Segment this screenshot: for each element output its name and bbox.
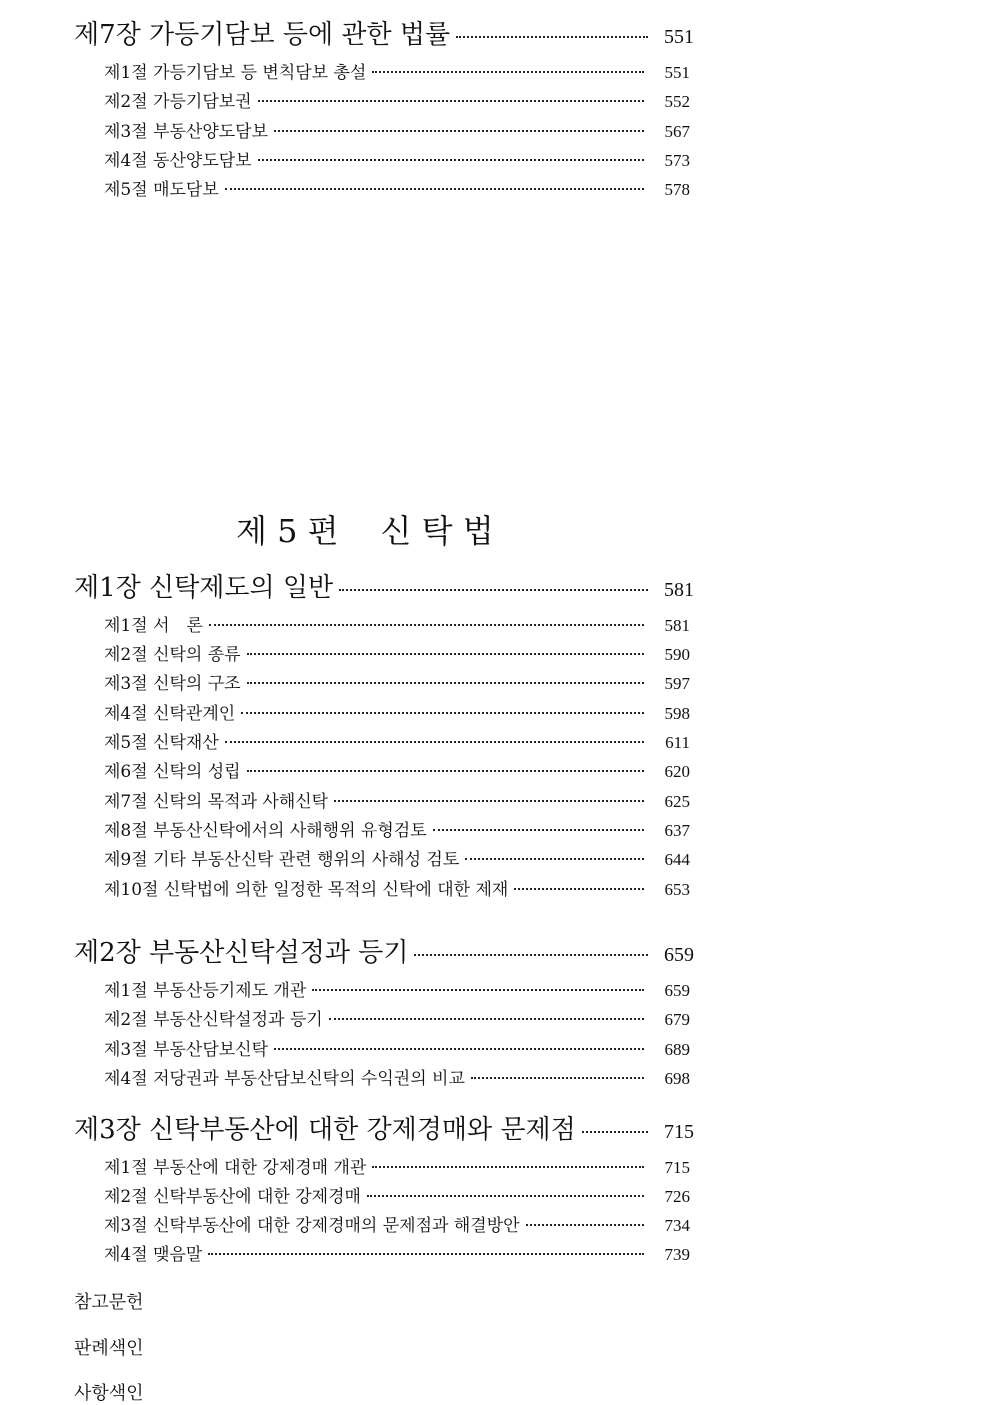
page-number: 552 <box>664 92 690 111</box>
chapter-title: 제2장 부동산신탁설정과 등기 <box>74 938 409 968</box>
section-title: 제2절 부동산신탁설정과 등기 <box>104 1010 323 1030</box>
dot-leader <box>514 888 644 890</box>
section-title: 제1절 서 론 <box>104 616 203 636</box>
toc-section[interactable] <box>104 1240 690 1265</box>
section-title: 제1절 가등기담보 등 변칙담보 총설 <box>104 63 367 83</box>
page-number: 715 <box>664 1158 690 1177</box>
section-title: 제1절 부동산등기제도 개관 <box>104 981 307 1001</box>
section-title: 제2절 신탁부동산에 대한 강제경매 <box>104 1187 361 1207</box>
dot-leader <box>334 800 644 802</box>
toc-section[interactable] <box>104 875 690 900</box>
chapter-title: 제1장 신탁제도의 일반 <box>74 573 334 603</box>
appendix-references[interactable]: 참고문헌 <box>74 1292 144 1313</box>
toc-section[interactable] <box>104 146 690 171</box>
page-number: 597 <box>664 674 690 693</box>
part-name: 신 탁 법 <box>380 512 494 550</box>
chapter-title: 제7장 가등기담보 등에 관한 법률 <box>74 20 451 50</box>
dot-leader <box>339 589 648 591</box>
section-title: 제3절 신탁부동산에 대한 강제경매의 문제점과 해결방안 <box>104 1216 520 1236</box>
section-title: 제4절 동산양도담보 <box>104 151 252 171</box>
section-title: 제3절 부동산양도담보 <box>104 122 269 142</box>
dot-leader <box>456 36 648 38</box>
page-number: 698 <box>664 1069 690 1088</box>
toc-section[interactable] <box>104 728 690 753</box>
section-title: 제4절 저당권과 부동산담보신탁의 수익권의 비교 <box>104 1069 465 1089</box>
appendix-subject-index[interactable]: 사항색인 <box>74 1383 144 1404</box>
page-number: 734 <box>664 1216 690 1235</box>
appendix-case-index[interactable]: 판례색인 <box>74 1338 144 1359</box>
toc-section[interactable] <box>104 117 690 142</box>
section-title: 제10절 신탁법에 의한 일정한 목적의 신탁에 대한 제재 <box>104 880 509 900</box>
page-number: 598 <box>664 704 690 723</box>
toc-section[interactable] <box>104 1211 690 1236</box>
dot-leader <box>526 1224 644 1226</box>
toc-section[interactable] <box>104 87 690 112</box>
page-number: 659 <box>664 944 694 966</box>
page-number: 551 <box>664 26 694 48</box>
toc-section[interactable] <box>104 640 690 665</box>
toc-section[interactable] <box>104 1182 690 1207</box>
dot-leader <box>258 159 644 161</box>
section-title: 제4절 맺음말 <box>104 1245 203 1265</box>
page-number: 581 <box>664 616 690 635</box>
toc-section[interactable] <box>104 816 690 841</box>
section-title: 제3절 부동산담보신탁 <box>104 1040 269 1060</box>
toc-section[interactable] <box>104 787 690 812</box>
dot-leader <box>433 829 644 831</box>
dot-leader <box>208 1253 644 1255</box>
toc-section[interactable] <box>104 845 690 870</box>
dot-leader <box>372 1166 644 1168</box>
dot-leader <box>329 1018 644 1020</box>
section-title: 제3절 신탁의 구조 <box>104 674 241 694</box>
page-number: 573 <box>664 151 690 170</box>
dot-leader <box>247 653 644 655</box>
page-number: 567 <box>664 122 690 141</box>
dot-leader <box>247 682 644 684</box>
page-number: 644 <box>664 850 690 869</box>
page-number: 715 <box>664 1121 694 1143</box>
page-number: 551 <box>664 63 690 82</box>
page-number: 578 <box>664 180 690 199</box>
dot-leader <box>471 1077 644 1079</box>
section-title: 제1절 부동산에 대한 강제경매 개관 <box>104 1158 367 1178</box>
toc-section[interactable] <box>104 175 690 200</box>
page-number: 590 <box>664 645 690 664</box>
section-title: 제2절 가등기담보권 <box>104 92 252 112</box>
section-title: 제2절 신탁의 종류 <box>104 645 241 665</box>
dot-leader <box>247 770 644 772</box>
section-title: 제5절 신탁재산 <box>104 733 219 753</box>
section-title: 제6절 신탁의 성립 <box>104 762 241 782</box>
dot-leader <box>209 624 644 626</box>
dot-leader <box>274 1048 644 1050</box>
dot-leader <box>414 954 648 956</box>
section-title: 제5절 매도담보 <box>104 180 219 200</box>
page-number: 620 <box>664 762 690 781</box>
toc-section[interactable] <box>104 611 690 636</box>
toc-section[interactable] <box>104 757 690 782</box>
dot-leader <box>582 1131 648 1133</box>
page-number: 689 <box>664 1040 690 1059</box>
toc-section[interactable] <box>104 58 690 83</box>
chapter-title: 제3장 신탁부동산에 대한 강제경매와 문제점 <box>74 1115 576 1145</box>
section-title: 제7절 신탁의 목적과 사해신탁 <box>104 792 329 812</box>
dot-leader <box>465 858 644 860</box>
part-title <box>236 506 494 552</box>
toc-chapter-1[interactable] <box>74 567 694 604</box>
toc-section[interactable] <box>104 976 690 1001</box>
toc-section[interactable] <box>104 699 690 724</box>
page-number: 739 <box>664 1245 690 1264</box>
page-number: 659 <box>664 981 690 1000</box>
page-number: 679 <box>664 1010 690 1029</box>
section-title: 제4절 신탁관계인 <box>104 704 236 724</box>
toc-section[interactable] <box>104 1064 690 1089</box>
part-number: 제 5 편 <box>236 512 339 550</box>
toc-chapter-3[interactable] <box>74 1109 694 1146</box>
toc-section[interactable] <box>104 1035 690 1060</box>
page-number: 726 <box>664 1187 690 1206</box>
page-number: 653 <box>664 880 690 899</box>
section-title: 제8절 부동산신탁에서의 사해행위 유형검토 <box>104 821 427 841</box>
dot-leader <box>225 741 644 743</box>
page-number: 581 <box>664 579 694 601</box>
page-number: 611 <box>665 733 690 752</box>
dot-leader <box>225 188 644 190</box>
dot-leader <box>367 1195 644 1197</box>
page-number: 625 <box>664 792 690 811</box>
toc-chapter-7[interactable] <box>74 14 694 51</box>
toc-chapter-2[interactable] <box>74 932 694 969</box>
dot-leader <box>274 130 644 132</box>
dot-leader <box>258 100 644 102</box>
dot-leader <box>312 989 644 991</box>
page-number: 637 <box>664 821 690 840</box>
dot-leader <box>372 71 644 73</box>
toc-section[interactable] <box>104 1005 690 1030</box>
toc-section[interactable] <box>104 1153 690 1178</box>
dot-leader <box>241 712 644 714</box>
section-title: 제9절 기타 부동산신탁 관련 행위의 사해성 검토 <box>104 850 460 870</box>
toc-section[interactable] <box>104 669 690 694</box>
